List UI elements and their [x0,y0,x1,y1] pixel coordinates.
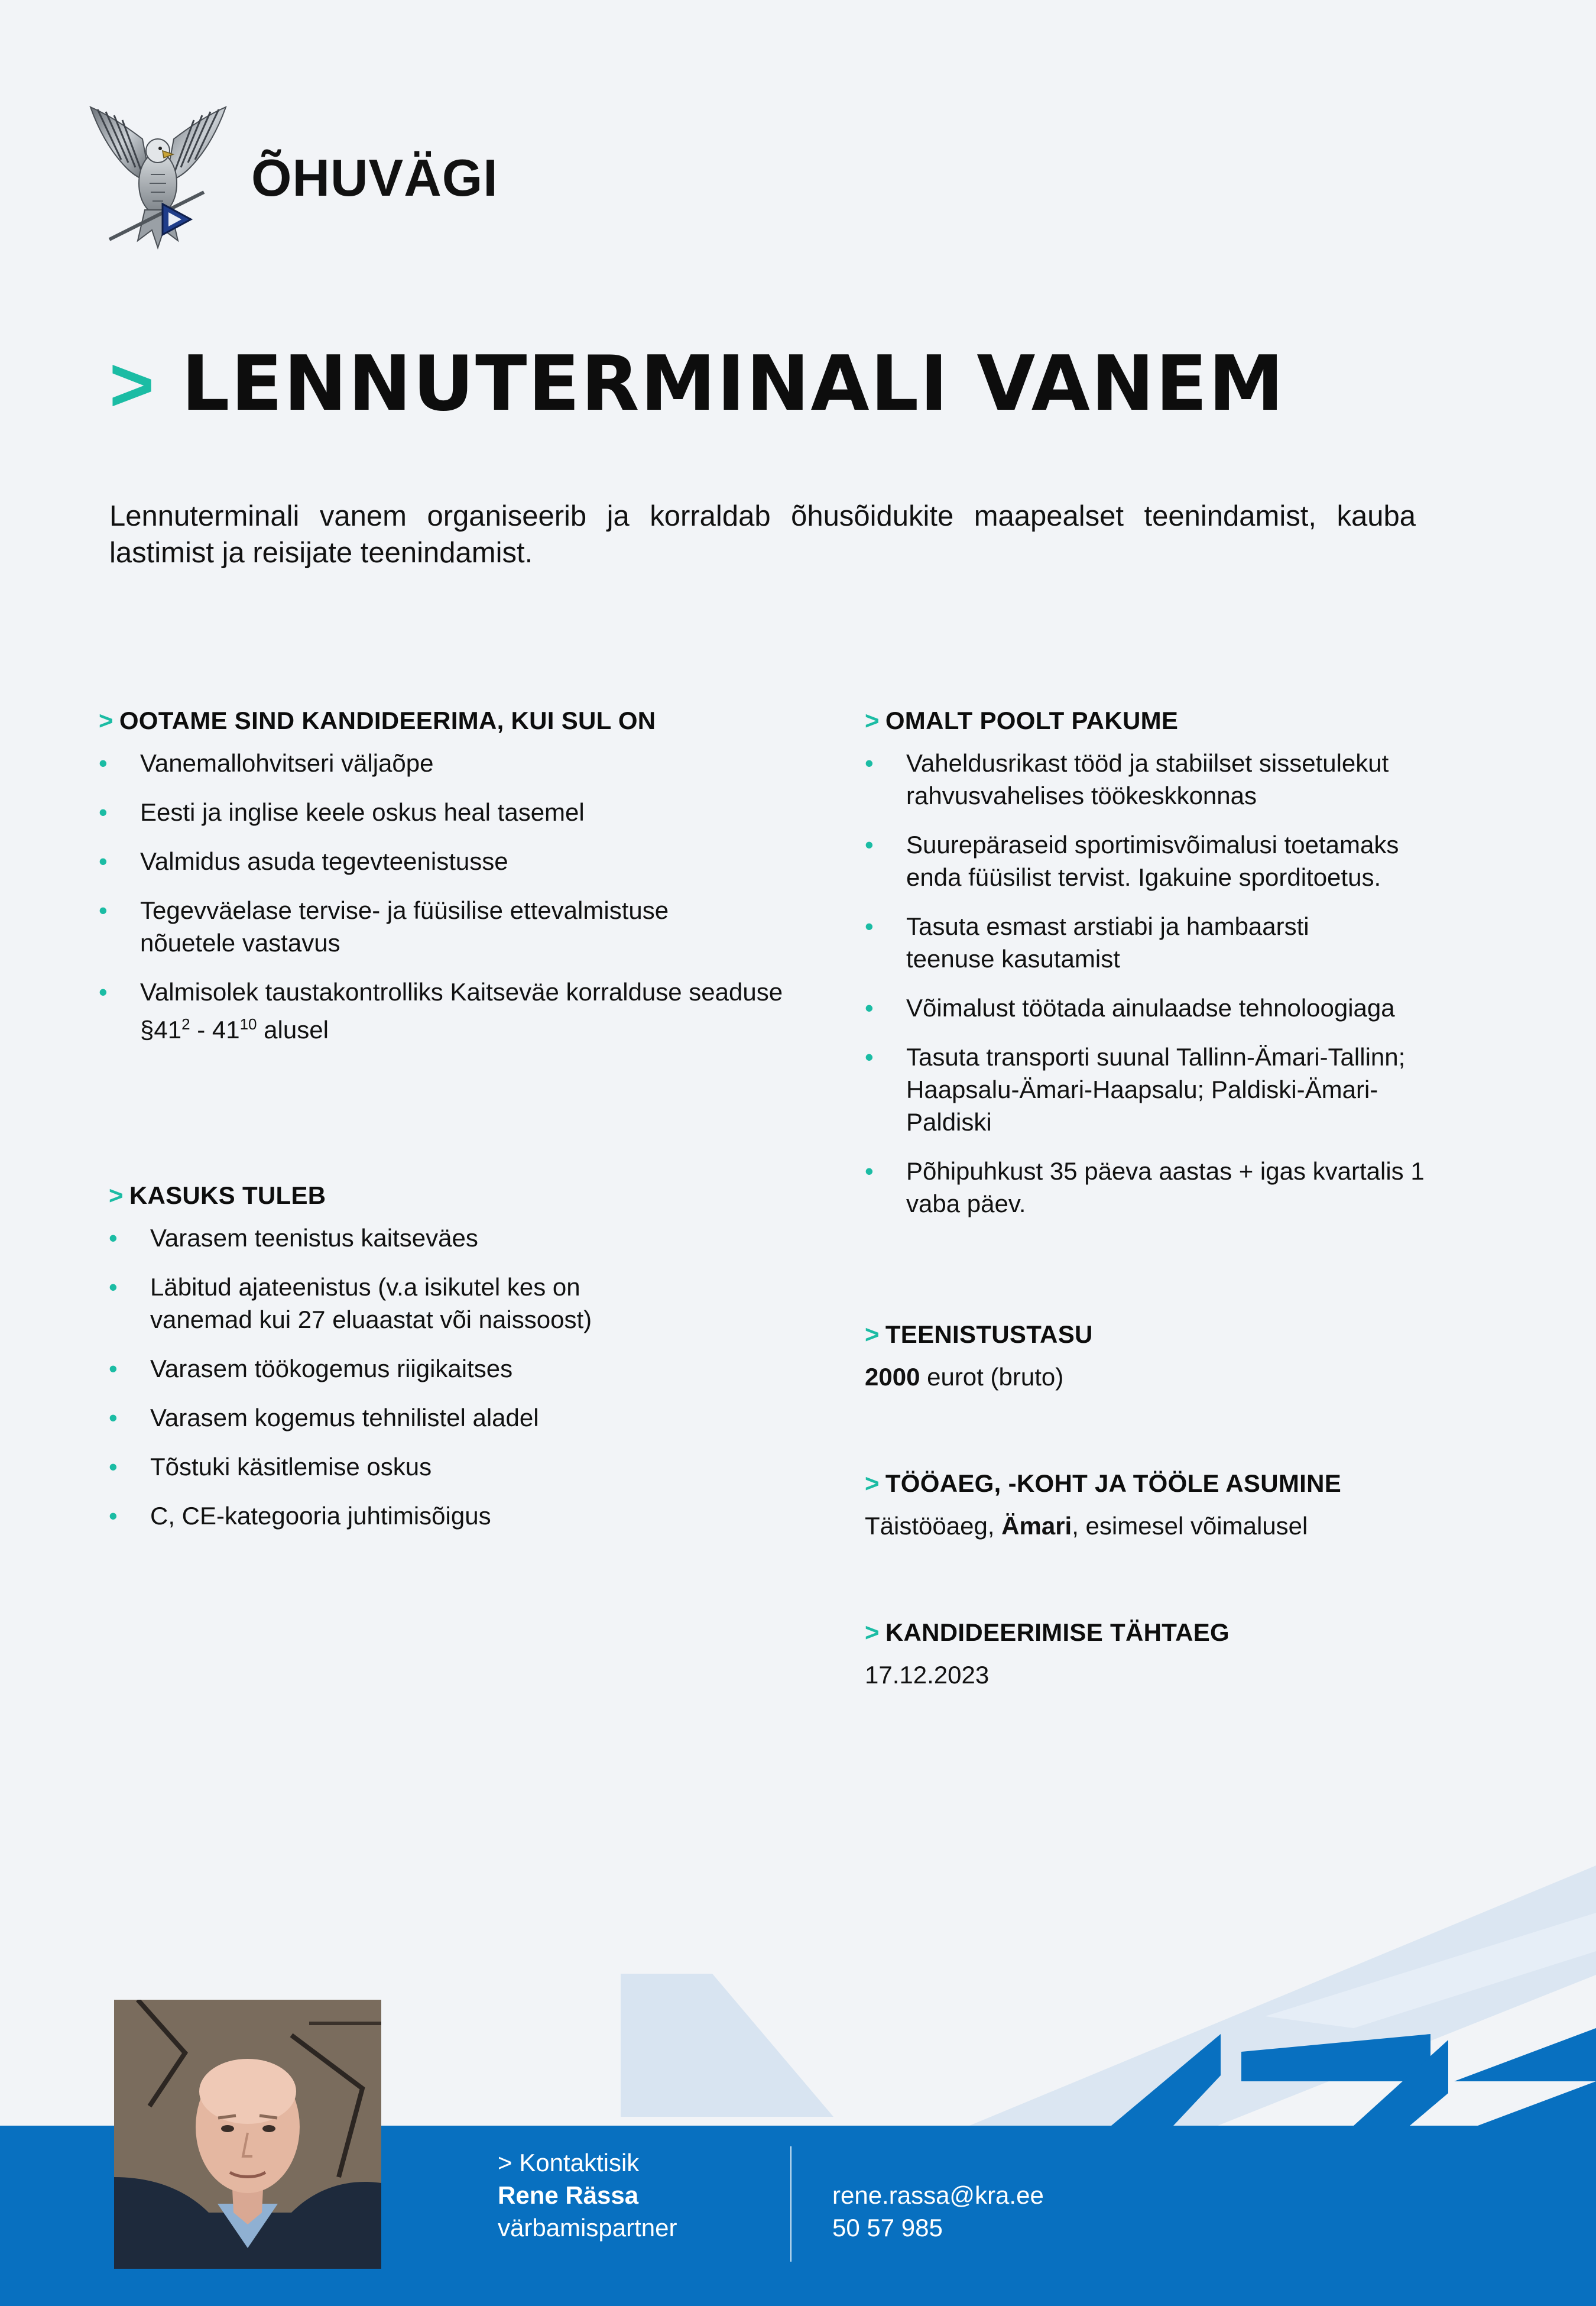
eagle-emblem-icon [86,103,231,257]
list-item: • Võimalust töötada ainulaadse tehnoloogiaga [865,994,1395,1022]
list-item: • Vanemallohvitseri väljaõpe [99,749,434,777]
list-item: • Tõstuki käsitlemise oskus [109,1453,432,1481]
requirements-list [99,747,808,1046]
salary-value: 2000 eurot (bruto) [865,1363,1064,1391]
contact-phone[interactable]: 50 57 985 [832,2214,943,2242]
advantages-list [109,1222,700,1532]
requirements-heading: > OOTAME SIND KANDIDEERIMA, KUI SUL ON [99,707,656,734]
list-item: • C, CE-kategooria juhtimisõigus [109,1502,491,1530]
contact-email[interactable]: rene.rassa@kra.ee [832,2181,1044,2209]
list-item: • Eesti ja inglise keele oskus heal tasemel [99,798,585,826]
org-name: ÕHUVÄGI [251,148,498,207]
list-item: • Varasem töökogemus riigikaitses [109,1355,513,1382]
worktime-heading: > TÖÖAEG, -KOHT JA TÖÖLE ASUMINE [865,1469,1342,1497]
contact-name: Rene Rässa [498,2181,639,2209]
list-item: • Tasuta transporti suunal Tallinn-Ämari-Tallinn; Haapsalu-Ämari-Haapsalu; Paldiski-Ämari-Paldiski [865,1043,1406,1136]
deadline-section [865,1618,1230,1691]
contact-person [498,2146,677,2244]
list-item: • Vaheldusrikast tööd ja stabiilset sissetulekut rahvusvahelises töökeskkonnas [865,749,1389,809]
worktime-value: Täistööaeg, Ämari, esimesel võimalusel [865,1512,1308,1540]
list-item: • Tasuta esmast arstiabi ja hambaarsti teenuse kasutamist [865,912,1309,973]
list-item: • Läbitud ajateenistus (v.a isikutel kes on vanemad kui 27 eluaastat või naissoost) [109,1273,592,1333]
contact-details [832,2179,1044,2244]
deadline-heading: > KANDIDEERIMISE TÄHTAEG [865,1618,1230,1646]
offer-list [865,747,1456,1220]
contact-label: > Kontaktisik [498,2149,640,2177]
offer-section [865,707,1456,1236]
job-title: LENNUTERMINALI VANEM [181,340,1285,428]
page-title [109,340,1285,428]
air-force-emblem [86,103,231,257]
list-item: • Tegevväelase tervise- ja füüsilise ettevalmistuse nõuetele vastavus [99,896,669,957]
offer-heading: > OMALT POOLT PAKUME [865,707,1179,734]
deadline-date: 17.12.2023 [865,1661,990,1689]
advantages-heading: > KASUKS TULEB [109,1181,326,1209]
contact-role: värbamispartner [498,2214,677,2242]
list-item: • Põhipuhkust 35 päeva aastas + igas kvartalis 1 vaba päev. [865,1157,1425,1217]
contact-photo [114,2000,381,2269]
advantages-section [109,1181,700,1549]
salary-heading: > TEENISTUSTASU [865,1320,1093,1348]
job-description: Lennuterminali vanem organiseerib ja korraldab õhusõidukite maapealset teenindamist, kauba lastimist ja reisijate teenindamist. [109,500,1416,569]
list-item: • Valmidus asuda tegevteenistusse [99,847,508,875]
list-item: • Varasem teenistus kaitseväes [109,1224,478,1252]
salary-section [865,1320,1093,1393]
footer-divider [790,2146,791,2262]
contact-person-photo [114,2000,381,2269]
title-arrow: > [109,341,154,427]
list-item: • Valmisolek taustakontrolliks Kaitseväe korralduse seaduse $\S 41^2 - 41^{10}$ alusel [99,978,783,1044]
list-item: • Suurepäraseid sportimisvõimalusi toetamaks enda füüsilist tervist. Igakuine sporditoetus. [865,831,1399,891]
worktime-section [865,1469,1341,1542]
list-item: • Varasem kogemus tehnilistel aladel [109,1404,539,1431]
requirements-section [99,707,808,1063]
